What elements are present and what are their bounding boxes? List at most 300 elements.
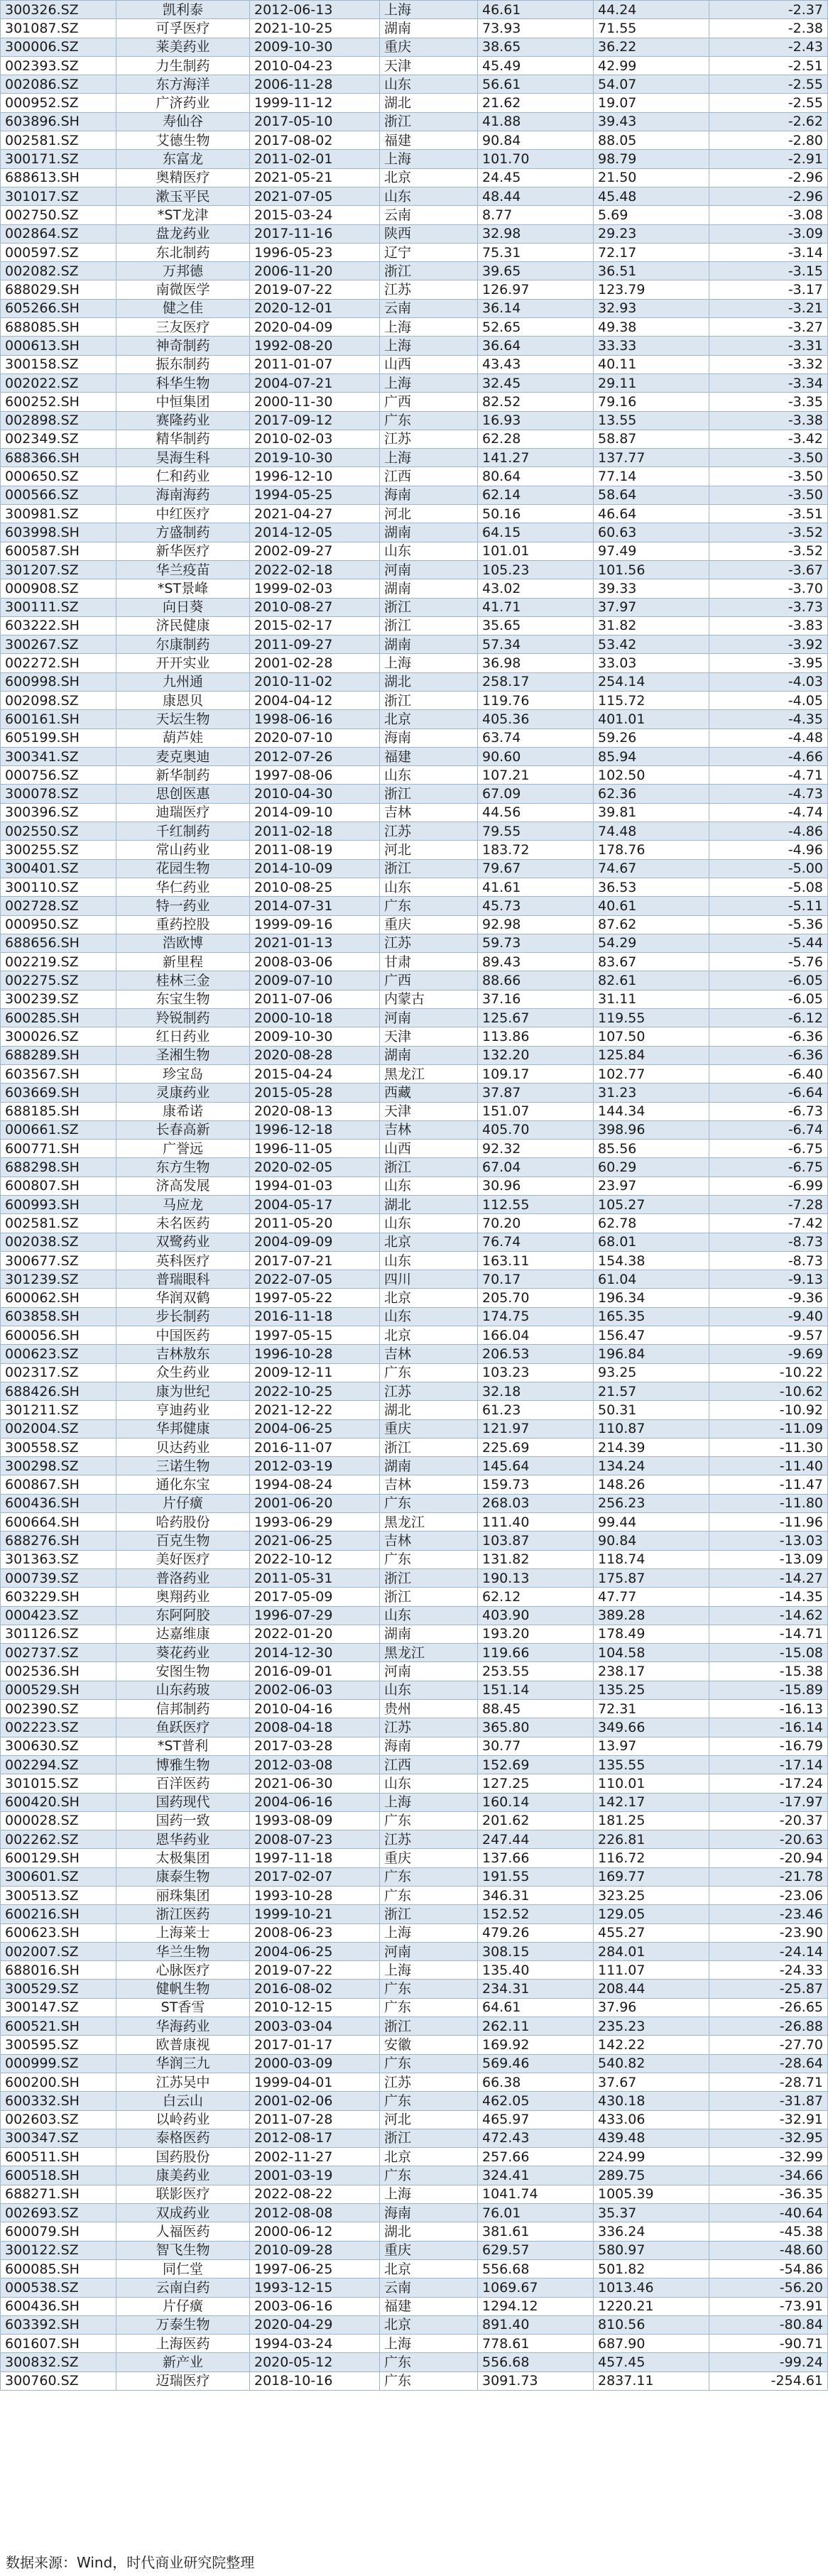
- company-name-cell: 盘龙药业: [116, 224, 250, 243]
- table-row: [1, 1755, 828, 1774]
- stock-code-cell: 300341.SZ: [1, 747, 116, 765]
- company-name-cell: 双成药业: [116, 2204, 250, 2222]
- company-name-cell: 莱美药业: [116, 38, 250, 56]
- company-name-cell: 康希诺: [116, 1102, 250, 1120]
- value-1-cell: 57.34: [478, 635, 594, 654]
- stock-code-cell: 002750.SZ: [1, 206, 116, 224]
- stock-code-cell: 300832.SZ: [1, 2353, 116, 2372]
- listing-date-cell: 2006-11-20: [250, 262, 380, 280]
- value-2-cell: 74.67: [594, 859, 709, 878]
- change-cell: -254.61: [709, 2372, 828, 2390]
- value-1-cell: 73.93: [478, 19, 594, 38]
- province-cell: 福建: [380, 131, 478, 150]
- listing-date-cell: 2022-10-12: [250, 1550, 380, 1568]
- table-row: [1, 1438, 828, 1456]
- listing-date-cell: 2017-05-09: [250, 1588, 380, 1606]
- value-2-cell: 58.64: [594, 486, 709, 504]
- company-name-cell: 普洛药业: [116, 1568, 250, 1587]
- stock-code-cell: 600587.SH: [1, 542, 116, 560]
- value-1-cell: 405.70: [478, 1120, 594, 1139]
- stock-code-cell: 301363.SZ: [1, 1550, 116, 1568]
- table-row: [1, 1886, 828, 1904]
- table-row: [1, 1009, 828, 1027]
- company-name-cell: 未名医药: [116, 1214, 250, 1233]
- value-2-cell: 31.82: [594, 616, 709, 635]
- listing-date-cell: 2017-05-10: [250, 112, 380, 131]
- listing-date-cell: 2010-12-15: [250, 1998, 380, 2016]
- province-cell: 浙江: [380, 691, 478, 709]
- province-cell: 湖南: [380, 19, 478, 38]
- listing-date-cell: 1999-02-03: [250, 579, 380, 598]
- company-name-cell: 济民健康: [116, 616, 250, 635]
- stock-code-cell: 002728.SZ: [1, 897, 116, 915]
- table-row: [1, 1046, 828, 1064]
- stock-code-cell: 002272.SH: [1, 654, 116, 672]
- stock-code-cell: 688276.SH: [1, 1532, 116, 1550]
- value-1-cell: 56.61: [478, 75, 594, 94]
- value-2-cell: 135.55: [594, 1755, 709, 1774]
- province-cell: 上海: [380, 318, 478, 337]
- value-2-cell: 99.44: [594, 1513, 709, 1532]
- listing-date-cell: 2011-09-27: [250, 635, 380, 654]
- stock-code-cell: 002294.SZ: [1, 1755, 116, 1774]
- value-2-cell: 33.33: [594, 337, 709, 355]
- company-name-cell: 片仔癀: [116, 2297, 250, 2315]
- listing-date-cell: 2001-02-28: [250, 654, 380, 672]
- company-name-cell: 东方海洋: [116, 75, 250, 94]
- value-2-cell: 101.56: [594, 560, 709, 579]
- value-1-cell: 90.84: [478, 131, 594, 150]
- value-2-cell: 226.81: [594, 1830, 709, 1849]
- change-cell: -3.67: [709, 560, 828, 579]
- province-cell: 广西: [380, 393, 478, 411]
- stock-code-cell: 688613.SH: [1, 168, 116, 187]
- province-cell: 海南: [380, 728, 478, 747]
- province-cell: 江西: [380, 1755, 478, 1774]
- value-2-cell: 71.55: [594, 19, 709, 38]
- value-1-cell: 183.72: [478, 841, 594, 859]
- table-row: [1, 654, 828, 672]
- change-cell: -45.38: [709, 2222, 828, 2241]
- province-cell: 吉林: [380, 1532, 478, 1550]
- table-row: [1, 2110, 828, 2129]
- listing-date-cell: 2020-07-10: [250, 728, 380, 747]
- value-1-cell: 324.41: [478, 2166, 594, 2185]
- stock-code-cell: 002317.SZ: [1, 1363, 116, 1382]
- change-cell: -27.70: [709, 2036, 828, 2054]
- value-2-cell: 68.01: [594, 1233, 709, 1251]
- table-row: [1, 1606, 828, 1625]
- province-cell: 广东: [380, 2166, 478, 2185]
- change-cell: -7.28: [709, 1196, 828, 1214]
- company-name-cell: 昊海生科: [116, 449, 250, 467]
- value-1-cell: 268.03: [478, 1494, 594, 1512]
- stock-code-cell: 000538.SZ: [1, 2278, 116, 2297]
- value-1-cell: 126.97: [478, 280, 594, 299]
- change-cell: -5.36: [709, 915, 828, 934]
- company-name-cell: 华邦健康: [116, 1419, 250, 1438]
- listing-date-cell: 2008-06-23: [250, 1923, 380, 1942]
- value-1-cell: 61.23: [478, 1401, 594, 1419]
- value-1-cell: 190.13: [478, 1568, 594, 1587]
- value-1-cell: 137.66: [478, 1849, 594, 1867]
- province-cell: 广东: [380, 1363, 478, 1382]
- listing-date-cell: 2000-10-18: [250, 1009, 380, 1027]
- stock-code-cell: 600518.SH: [1, 2166, 116, 2185]
- table-row: [1, 1345, 828, 1363]
- value-2-cell: 501.82: [594, 2259, 709, 2278]
- listing-date-cell: 2021-12-22: [250, 1401, 380, 1419]
- table-row: [1, 878, 828, 896]
- company-name-cell: 贝达药业: [116, 1438, 250, 1456]
- value-2-cell: 13.97: [594, 1737, 709, 1755]
- listing-date-cell: 2021-04-27: [250, 505, 380, 523]
- listing-date-cell: 2012-06-13: [250, 1, 380, 19]
- stock-code-cell: 300630.SZ: [1, 1737, 116, 1755]
- table-row: [1, 2222, 828, 2241]
- stock-code-cell: 300326.SZ: [1, 1, 116, 19]
- province-cell: 上海: [380, 654, 478, 672]
- value-1-cell: 80.64: [478, 467, 594, 486]
- province-cell: 广东: [380, 897, 478, 915]
- table-row: [1, 542, 828, 560]
- stock-code-cell: 000999.SZ: [1, 2054, 116, 2073]
- company-name-cell: 中恒集团: [116, 393, 250, 411]
- province-cell: 广东: [380, 1867, 478, 1886]
- province-cell: 北京: [380, 2315, 478, 2334]
- table-row: [1, 1681, 828, 1699]
- stock-code-cell: 300298.SZ: [1, 1457, 116, 1475]
- value-1-cell: 193.20: [478, 1625, 594, 1643]
- stock-code-cell: 002536.SH: [1, 1662, 116, 1681]
- table-row: [1, 486, 828, 504]
- company-name-cell: 心脉医疗: [116, 1961, 250, 1980]
- value-2-cell: 336.24: [594, 2222, 709, 2241]
- change-cell: -24.14: [709, 1942, 828, 1960]
- change-cell: -4.48: [709, 728, 828, 747]
- company-name-cell: 桂林三金: [116, 971, 250, 990]
- value-2-cell: 284.01: [594, 1942, 709, 1960]
- change-cell: -5.08: [709, 878, 828, 896]
- listing-date-cell: 2020-02-05: [250, 1158, 380, 1177]
- stock-code-cell: 002393.SZ: [1, 56, 116, 75]
- stock-code-cell: 002603.SZ: [1, 2110, 116, 2129]
- table-row: [1, 1774, 828, 1793]
- change-cell: -16.14: [709, 1718, 828, 1737]
- company-name-cell: 普瑞眼科: [116, 1270, 250, 1289]
- table-row: [1, 355, 828, 373]
- value-2-cell: 457.45: [594, 2353, 709, 2372]
- listing-date-cell: 2004-04-12: [250, 691, 380, 709]
- province-cell: 山东: [380, 878, 478, 896]
- value-1-cell: 891.40: [478, 2315, 594, 2334]
- change-cell: -20.94: [709, 1849, 828, 1867]
- value-1-cell: 253.55: [478, 1662, 594, 1681]
- company-name-cell: 百克生物: [116, 1532, 250, 1550]
- change-cell: -6.36: [709, 1046, 828, 1064]
- value-2-cell: 32.93: [594, 299, 709, 317]
- value-2-cell: 29.23: [594, 224, 709, 243]
- value-2-cell: 256.23: [594, 1494, 709, 1512]
- table-row: [1, 337, 828, 355]
- table-row: [1, 934, 828, 952]
- province-cell: 海南: [380, 486, 478, 504]
- listing-date-cell: 2021-10-25: [250, 19, 380, 38]
- table-row: [1, 56, 828, 75]
- value-1-cell: 258.17: [478, 672, 594, 691]
- company-name-cell: 英科医疗: [116, 1251, 250, 1270]
- province-cell: 天津: [380, 56, 478, 75]
- value-1-cell: 132.20: [478, 1046, 594, 1064]
- listing-date-cell: 2001-03-19: [250, 2166, 380, 2185]
- stock-code-cell: 603229.SH: [1, 1588, 116, 1606]
- change-cell: -20.37: [709, 1811, 828, 1830]
- listing-date-cell: 2012-08-17: [250, 2129, 380, 2147]
- table-row: [1, 1177, 828, 1195]
- value-2-cell: 1220.21: [594, 2297, 709, 2315]
- change-cell: -15.89: [709, 1681, 828, 1699]
- value-2-cell: 46.64: [594, 505, 709, 523]
- change-cell: -2.43: [709, 38, 828, 56]
- stock-code-cell: 000756.SZ: [1, 766, 116, 785]
- company-name-cell: 康美药业: [116, 2166, 250, 2185]
- province-cell: 广东: [380, 2353, 478, 2372]
- value-1-cell: 629.57: [478, 2241, 594, 2259]
- company-name-cell: 百洋医药: [116, 1774, 250, 1793]
- value-2-cell: 178.49: [594, 1625, 709, 1643]
- change-cell: -3.09: [709, 224, 828, 243]
- value-2-cell: 90.84: [594, 1532, 709, 1550]
- company-name-cell: 华润双鹤: [116, 1289, 250, 1307]
- province-cell: 上海: [380, 1961, 478, 1980]
- change-cell: -4.35: [709, 710, 828, 728]
- value-1-cell: 465.97: [478, 2110, 594, 2129]
- province-cell: 江苏: [380, 1718, 478, 1737]
- company-name-cell: 艾德生物: [116, 131, 250, 150]
- table-row: [1, 1307, 828, 1326]
- stock-code-cell: 603222.SH: [1, 616, 116, 635]
- value-1-cell: 556.68: [478, 2353, 594, 2372]
- table-row: [1, 1568, 828, 1587]
- company-name-cell: 以岭药业: [116, 2110, 250, 2129]
- change-cell: -5.00: [709, 859, 828, 878]
- table-row: [1, 94, 828, 112]
- listing-date-cell: 2014-10-09: [250, 859, 380, 878]
- table-row: [1, 1120, 828, 1139]
- stock-code-cell: 300529.SZ: [1, 1980, 116, 1998]
- change-cell: -32.95: [709, 2129, 828, 2147]
- listing-date-cell: 2020-08-28: [250, 1046, 380, 1064]
- change-cell: -56.20: [709, 2278, 828, 2297]
- company-name-cell: 吉林敖东: [116, 1345, 250, 1363]
- province-cell: 浙江: [380, 2017, 478, 2036]
- change-cell: -3.50: [709, 486, 828, 504]
- stock-code-cell: 600436.SH: [1, 2297, 116, 2315]
- listing-date-cell: 1997-08-06: [250, 766, 380, 785]
- company-name-cell: 千红制药: [116, 822, 250, 841]
- listing-date-cell: 2004-06-25: [250, 1419, 380, 1438]
- province-cell: 山东: [380, 1681, 478, 1699]
- province-cell: 北京: [380, 2259, 478, 2278]
- company-name-cell: 片仔癀: [116, 1494, 250, 1512]
- value-1-cell: 32.98: [478, 224, 594, 243]
- value-2-cell: 142.17: [594, 1793, 709, 1811]
- value-1-cell: 36.64: [478, 337, 594, 355]
- stock-code-cell: 688271.SH: [1, 2185, 116, 2203]
- province-cell: 湖北: [380, 1401, 478, 1419]
- province-cell: 福建: [380, 747, 478, 765]
- change-cell: -48.60: [709, 2241, 828, 2259]
- value-2-cell: 235.23: [594, 2017, 709, 2036]
- listing-date-cell: 2020-08-13: [250, 1102, 380, 1120]
- listing-date-cell: 2021-01-13: [250, 934, 380, 952]
- change-cell: -14.35: [709, 1588, 828, 1606]
- company-name-cell: 奥精医疗: [116, 168, 250, 187]
- change-cell: -4.74: [709, 803, 828, 822]
- province-cell: 重庆: [380, 38, 478, 56]
- change-cell: -2.38: [709, 19, 828, 38]
- company-name-cell: 华兰疫苗: [116, 560, 250, 579]
- change-cell: -2.96: [709, 187, 828, 205]
- table-row: [1, 897, 828, 915]
- table-row: [1, 766, 828, 785]
- value-1-cell: 46.61: [478, 1, 594, 19]
- change-cell: -5.44: [709, 934, 828, 952]
- value-2-cell: 77.14: [594, 467, 709, 486]
- value-1-cell: 39.65: [478, 262, 594, 280]
- province-cell: 河南: [380, 1009, 478, 1027]
- company-name-cell: 山东药玻: [116, 1681, 250, 1699]
- company-name-cell: 向日葵: [116, 598, 250, 616]
- listing-date-cell: 2015-03-24: [250, 206, 380, 224]
- company-name-cell: 新华医疗: [116, 542, 250, 560]
- company-name-cell: 葵花药业: [116, 1644, 250, 1662]
- change-cell: -3.17: [709, 280, 828, 299]
- stock-code-cell: 301017.SZ: [1, 187, 116, 205]
- province-cell: 湖北: [380, 1196, 478, 1214]
- listing-date-cell: 2010-08-25: [250, 878, 380, 896]
- stock-code-cell: 300110.SZ: [1, 878, 116, 896]
- province-cell: 天津: [380, 1102, 478, 1120]
- company-name-cell: 国药股份: [116, 2148, 250, 2166]
- value-1-cell: 62.28: [478, 430, 594, 448]
- province-cell: 山东: [380, 1774, 478, 1793]
- value-1-cell: 119.76: [478, 691, 594, 709]
- company-name-cell: 精华制药: [116, 430, 250, 448]
- value-1-cell: 159.73: [478, 1475, 594, 1494]
- company-name-cell: 马应龙: [116, 1196, 250, 1214]
- listing-date-cell: 2000-03-09: [250, 2054, 380, 2073]
- change-cell: -24.33: [709, 1961, 828, 1980]
- stock-code-cell: 603392.SH: [1, 2315, 116, 2334]
- stock-code-cell: 600436.SH: [1, 1494, 116, 1512]
- change-cell: -3.08: [709, 206, 828, 224]
- value-1-cell: 52.65: [478, 318, 594, 337]
- value-1-cell: 152.52: [478, 1905, 594, 1923]
- province-cell: 广东: [380, 411, 478, 430]
- company-name-cell: 康恩贝: [116, 691, 250, 709]
- company-name-cell: 浙江医药: [116, 1905, 250, 1923]
- value-1-cell: 125.67: [478, 1009, 594, 1027]
- change-cell: -32.99: [709, 2148, 828, 2166]
- province-cell: 广东: [380, 1811, 478, 1830]
- value-2-cell: 349.66: [594, 1718, 709, 1737]
- value-1-cell: 191.55: [478, 1867, 594, 1886]
- table-row: [1, 1475, 828, 1494]
- change-cell: -8.73: [709, 1233, 828, 1251]
- value-2-cell: 45.48: [594, 187, 709, 205]
- stock-code-cell: 002022.SZ: [1, 373, 116, 392]
- listing-date-cell: 2017-07-21: [250, 1251, 380, 1270]
- listing-date-cell: 2000-11-30: [250, 393, 380, 411]
- change-cell: -10.62: [709, 1382, 828, 1400]
- table-row: [1, 1923, 828, 1942]
- table-row: [1, 1998, 828, 2016]
- province-cell: 浙江: [380, 1158, 478, 1177]
- value-2-cell: 60.63: [594, 523, 709, 542]
- change-cell: -10.92: [709, 1401, 828, 1419]
- company-name-cell: 三友医疗: [116, 318, 250, 337]
- company-name-cell: 圣湘生物: [116, 1046, 250, 1064]
- value-2-cell: 85.94: [594, 747, 709, 765]
- company-name-cell: 哈药股份: [116, 1513, 250, 1532]
- stock-code-cell: 301015.SZ: [1, 1774, 116, 1793]
- listing-date-cell: 2003-06-16: [250, 2297, 380, 2315]
- value-2-cell: 83.67: [594, 953, 709, 971]
- value-2-cell: 430.18: [594, 2092, 709, 2110]
- listing-date-cell: 2019-10-30: [250, 449, 380, 467]
- province-cell: 山东: [380, 542, 478, 560]
- value-1-cell: 59.73: [478, 934, 594, 952]
- change-cell: -17.14: [709, 1755, 828, 1774]
- company-name-cell: 尔康制药: [116, 635, 250, 654]
- listing-date-cell: 2015-04-24: [250, 1064, 380, 1083]
- value-2-cell: 135.25: [594, 1681, 709, 1699]
- province-cell: 浙江: [380, 1905, 478, 1923]
- value-2-cell: 44.24: [594, 1, 709, 19]
- company-name-cell: 花园生物: [116, 859, 250, 878]
- value-2-cell: 40.61: [594, 897, 709, 915]
- listing-date-cell: 2011-02-18: [250, 822, 380, 841]
- company-name-cell: 广誉远: [116, 1140, 250, 1158]
- change-cell: -3.70: [709, 579, 828, 598]
- change-cell: -10.22: [709, 1363, 828, 1382]
- value-2-cell: 62.78: [594, 1214, 709, 1233]
- company-name-cell: 红日药业: [116, 1027, 250, 1046]
- table-row: [1, 131, 828, 150]
- value-2-cell: 455.27: [594, 1923, 709, 1942]
- listing-date-cell: 1996-05-23: [250, 243, 380, 261]
- stock-code-cell: 688016.SH: [1, 1961, 116, 1980]
- province-cell: 湖北: [380, 2222, 478, 2241]
- change-cell: -11.30: [709, 1438, 828, 1456]
- stock-code-cell: 688085.SH: [1, 318, 116, 337]
- listing-date-cell: 2006-11-28: [250, 75, 380, 94]
- value-1-cell: 64.15: [478, 523, 594, 542]
- listing-date-cell: 2011-05-20: [250, 1214, 380, 1233]
- province-cell: 河北: [380, 2110, 478, 2129]
- change-cell: -40.64: [709, 2204, 828, 2222]
- company-name-cell: 珍宝岛: [116, 1064, 250, 1083]
- listing-date-cell: 1993-08-09: [250, 1811, 380, 1830]
- stock-code-cell: 600285.SH: [1, 1009, 116, 1027]
- province-cell: 北京: [380, 1326, 478, 1345]
- company-name-cell: 华海药业: [116, 2017, 250, 2036]
- change-cell: -2.80: [709, 131, 828, 150]
- stock-code-cell: 300677.SZ: [1, 1251, 116, 1270]
- value-2-cell: 687.90: [594, 2335, 709, 2353]
- listing-date-cell: 2001-02-06: [250, 2092, 380, 2110]
